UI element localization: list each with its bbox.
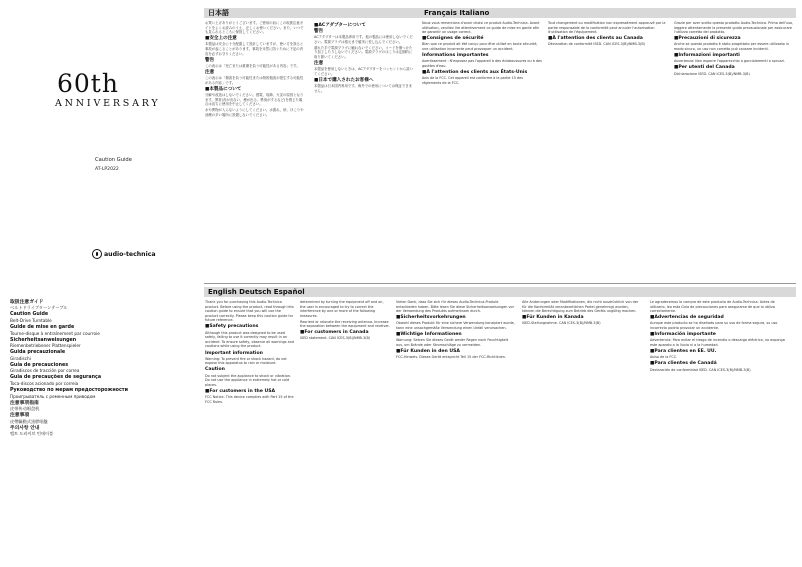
jp-column-2: [314, 21, 414, 279]
guide-subtitle-7: Проигрыватель с ременным приводом: [10, 393, 96, 399]
guide-title-8: 注意事项指南: [10, 400, 39, 406]
lang-header-fr-it: Français Italiano: [420, 8, 796, 18]
section-paragraph: Advertencia: Para evitar el riesgo de incendio o descarga eléctrica, no exponga este aparato a la lluvia ni a la humedad.: [650, 338, 785, 347]
section-paragraph: Nous vous remercions d'avoir choisi ce produit Audio-Technica. Avant utilisation, veuillez lire attentivement ce guide de mise en garde afin de garantir un usage correct.: [422, 21, 540, 35]
section-heading: ■À l'attention des clients au Canada: [548, 36, 643, 42]
section-heading: 警告: [205, 57, 215, 63]
guide-title-1: Caution Guide: [10, 312, 49, 318]
section-heading: ■Wichtige Informationen: [396, 332, 462, 338]
top-panel: [204, 8, 796, 280]
section-heading: ■Informazioni importanti: [674, 53, 740, 59]
section-paragraph: Déclaration de conformité ISED. CAN ICES-3(B)/NMB-3(B): [548, 42, 646, 47]
de-column-2: [522, 300, 642, 562]
guide-title-3: Sicherheitsanweisungen: [10, 337, 77, 343]
section-heading: Important information: [205, 350, 263, 356]
brand-name: audio-technica: [104, 250, 156, 258]
section-paragraph: この表示は「死亡または重傷を負う可能性がある内容」です。: [205, 63, 300, 68]
section-paragraph: ACアダプターは本製品専用です。他の製品には使用しないでください。電源プラグは根元まで確実に差し込んでください。: [314, 35, 413, 44]
it-column-1: [674, 21, 794, 279]
section-heading: 注意: [205, 70, 215, 76]
section-paragraph: ISED-Stellungnahme. CAN ICES-3(B)/NMB-3(B): [522, 321, 601, 326]
section-paragraph: 本製品を使用しないときは、ACアダプターをコンセントから抜いてください。: [314, 67, 414, 76]
section-paragraph: Anche se questo prodotto è stato progettato per essere utilizzato in modo sicuro, un uso non corretto può causare incidenti.: [674, 42, 790, 52]
section-paragraph: Grazie per aver scelto questo prodotto Audio-Technica. Prima dell'uso, leggere attentamente la presente guida precauzionale per assicurare l'utilizzo corretto del prodotto.: [674, 21, 793, 35]
section-paragraph: Avvertenza: Non esporre l'apparecchio a gocciolamenti o spruzzi.: [674, 59, 785, 64]
section-paragraph: Bien que ce produit ait été conçu pour être utilisé en toute sécurité, une utilisation incorrecte peut provoquer un accident.: [422, 42, 538, 52]
section-paragraph: Reorient or relocate the receiving antenna. Increase the separation between the equipment and receiver.: [300, 319, 390, 329]
guide-titles-list: [10, 298, 150, 437]
section-paragraph: この表示は「傷害を負う可能性または物的損害が発生する可能性がある内容」です。: [205, 76, 304, 85]
guide-title-5: Guía de precauciones: [10, 362, 69, 368]
section-paragraph: 水や異物が入らないようにしてください。水濡れ、砂、ほこりや油煙の多い場所に設置しないでください。: [205, 108, 304, 117]
guide-subtitle-3: Riemenbetriebener Plattenspieler: [10, 343, 81, 349]
section-heading: ■Precauzioni di sicurezza: [674, 36, 741, 42]
section-paragraph: 本製品は日本国内専用です。海外での使用については保証できません。: [314, 84, 412, 93]
fr-column-2: [548, 21, 668, 279]
guide-title-2: Guide de mise en garde: [10, 324, 75, 330]
section-heading: ■日本で購入されたお客様へ: [314, 77, 374, 83]
section-heading: 警告: [314, 29, 324, 35]
section-paragraph: Aviso de la FCC.: [650, 355, 678, 360]
cover-60th-logo: 60th: [57, 69, 119, 98]
section-heading: ■Para clientes de Canadá: [650, 361, 717, 367]
section-paragraph: FCC-Hinweis. Dieses Gerät entspricht Teil 15 der FCC-Richtlinien.: [396, 355, 506, 360]
guide-title-6: Guia de precauções de segurança: [10, 375, 102, 381]
guide-subtitle-9: 皮帶驅動式黑膠唱盤: [10, 418, 48, 424]
guide-title-9: 注意事項: [10, 413, 30, 419]
guide-title-10: 주의사항 안내: [10, 425, 40, 431]
section-paragraph: Vielen Dank, dass Sie sich für dieses Audio-Technica-Produkt entschieden haben. Bitte lesen Sie diese Sicherheitsanweisungen vor der Verwendung des Produkts aufmerksam durch.: [396, 300, 515, 314]
section-heading: ■For customers in Canada: [300, 330, 369, 336]
guide-subtitle-0: ベルトドライブターンテーブル: [10, 305, 68, 311]
section-heading: ■Consignes de sécurité: [422, 36, 484, 42]
section-paragraph: Do not subject the appliance to shock or vibration. Do not use the appliance in extremely hot or cold places.: [205, 373, 291, 387]
cover-model-number: AT-LP2022: [95, 167, 119, 172]
section-heading: ■Für Kunden in den USA: [396, 349, 460, 355]
section-heading: ■本製品について: [205, 86, 242, 92]
section-heading: ■ACアダプターについて: [314, 22, 366, 28]
es-column-1: [650, 300, 790, 562]
jp-column-1: [205, 21, 305, 279]
section-paragraph: Tout changement ou modification non expressément approuvé par la partie responsable de la conformité peut annuler l'autorisation d'utilisation de l'équipement.: [548, 21, 666, 35]
section-paragraph: Warning: To prevent fire or shock hazard, do not expose this apparatus to rain or moisture.: [205, 356, 287, 366]
cover-guide-title: Caution Guide: [95, 157, 132, 163]
fr-column-1: [422, 21, 542, 279]
section-paragraph: Aunque este producto se ha diseñado para su uso de forma segura, su uso incorrecto podría provocar un accidente.: [650, 321, 778, 331]
section-heading: ■Información importante: [650, 332, 716, 338]
guide-title-4: Guida precauzionale: [10, 350, 66, 356]
guide-subtitle-10: 벨트 드라이브 턴테이블: [10, 431, 54, 437]
brand-logo: [92, 249, 156, 259]
section-heading: Caution: [205, 367, 225, 373]
cover-panel: [0, 0, 190, 283]
section-paragraph: 分解や改造はしないでください。感電、故障、火災の原因となります。異常(音が出ない、煙が出る、異臭がするなど)を感じた場合は直ちに使用を中止してください。: [205, 93, 304, 107]
section-paragraph: Declaración de conformidad ISED. CAN ICES-3(B)/NMB-3(B): [650, 367, 751, 372]
section-paragraph: お買い上げありがとうございます。ご使用の前にこの取扱注意ガイドをよくお読みのうえ、正しくお使いください。また、いつでも見られるところに保管してください。: [205, 21, 304, 35]
guide-subtitle-6: Toca-discos acionado por correia: [10, 380, 79, 386]
section-paragraph: Avertissement : N'exposez pas l'appareil à des éclaboussures ou à des gouttes d'eau.: [422, 59, 542, 68]
audio-technica-logo-icon: [92, 249, 102, 259]
panel-divider: [204, 283, 796, 284]
section-heading: 注意: [314, 61, 324, 67]
en-column-2: [300, 300, 390, 562]
section-heading: ■Advertencias de seguridad: [650, 315, 724, 321]
guide-title-7: Руководство по мерам предосторожности: [10, 387, 128, 393]
section-heading: ■Safety precautions: [205, 324, 259, 330]
guide-subtitle-1: Belt-Drive Turntable: [10, 317, 52, 323]
section-heading: ■安全上の注意: [205, 36, 237, 42]
lang-header-jp: 日本語: [204, 8, 422, 18]
section-paragraph: Although this product was designed to be used safely, failing to use it correctly may result in an accident. To ensure safety, observe all warnings and cautions while using the product.: [205, 330, 294, 349]
guide-subtitle-4: Giradischi: [10, 355, 31, 361]
section-paragraph: Warnung: Setzen Sie dieses Gerät weder Regen noch Feuchtigkeit aus, um Brände oder Stromschläge zu vermeiden.: [396, 338, 509, 347]
section-heading: ■Per utenti del Canada: [674, 65, 735, 71]
guide-subtitle-8: 皮带传动唱盘机: [10, 406, 40, 412]
section-heading: ■For customers in the USA: [205, 388, 276, 394]
section-paragraph: ISED statement. CAN ICES-3(B)/NMB-3(B): [300, 336, 371, 341]
section-paragraph: Thank you for purchasing this Audio-Technica product. Before using the product, read through this caution guide to ensure that you will use the product correctly. Please keep this caution guide for future reference.: [205, 300, 294, 323]
section-paragraph: FCC Notice. This device complies with Part 15 of the FCC Rules.: [205, 395, 294, 404]
section-heading: ■À l'attention des clients aux États-Unis: [422, 70, 528, 76]
de-column-1: [396, 300, 516, 562]
section-paragraph: 濡れた手で電源プラグに触れないでください。コードを傷つけたり加工したりしないでください。電源プラグのほこりは定期的に取り除いてください。: [314, 45, 413, 59]
en-column-1: [205, 300, 295, 562]
section-paragraph: Dichiarazione ISED. CAN ICES-3(B)/NMB-3(B): [674, 71, 750, 76]
section-paragraph: Alle Änderungen oder Modifikationen, die nicht ausdrücklich von der für die Konformität verantwortlichen Partei genehmigt wurden, können die Berechtigung zum Betrieb des Geräts ungültig machen.: [522, 300, 639, 314]
section-heading: ■Sicherheitsvorkehrungen: [396, 315, 466, 321]
lang-header-en-de-es: English Deutsch Español: [204, 287, 796, 297]
section-paragraph: Obwohl dieses Produkt für eine sichere Verwendung konzipiert wurde, kann eine unsachgemäße Verwendung einen Unfall verursachen.: [396, 321, 515, 331]
section-paragraph: determined by turning the equipment off and on, the user is encouraged to try to correct the interference by one or more of the following measures.: [300, 300, 384, 318]
bottom-panel: [204, 287, 796, 563]
section-paragraph: Le agradecemos la compra de este producto de Audio-Technica. Antes de utilizarlo, lea esta Guía de precauciones para asegurarse de que lo utiliza correctamente.: [650, 300, 775, 314]
guide-subtitle-5: Giradiscos de tracción por correa: [10, 368, 80, 374]
guide-subtitle-2: Tourne-disque à entraînement par courroie: [10, 330, 100, 336]
section-heading: Informations importantes: [422, 53, 489, 59]
cover-anniversary-text: ANNIVERSARY: [55, 98, 161, 109]
section-paragraph: 本製品は安全に十分配慮して設計していますが、使い方を誤ると事故が起こることがあります。事故を未然に防ぐために下記の内容を必ずお守りください。: [205, 42, 304, 56]
section-heading: ■Para clientes en EE. UU.: [650, 349, 717, 355]
section-heading: ■Für Kunden in Kanada: [522, 315, 584, 321]
guide-title-0: 取扱注意ガイド: [10, 299, 44, 305]
section-paragraph: Avis de la FCC. Cet appareil est conforme à la partie 15 des règlements de la FCC.: [422, 76, 523, 85]
